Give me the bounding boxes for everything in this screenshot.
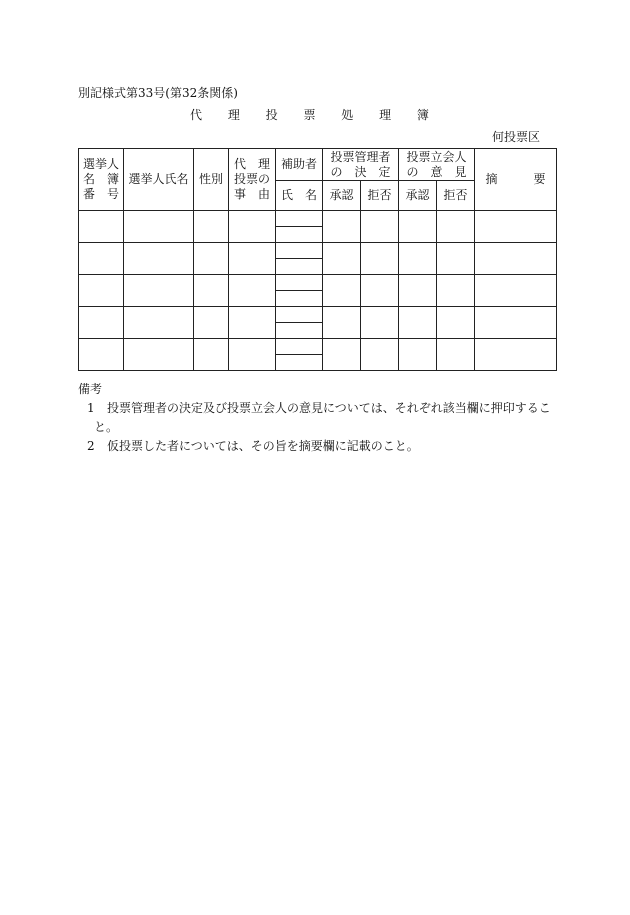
header-assistant: 補助者 <box>276 149 323 181</box>
cell-manager-approve[interactable] <box>323 307 361 339</box>
cell-voter-name[interactable] <box>124 307 194 339</box>
cell-voter-number[interactable] <box>79 339 124 371</box>
cell-remarks[interactable] <box>475 275 557 307</box>
cell-manager-refuse[interactable] <box>361 307 399 339</box>
cell-witness-approve[interactable] <box>399 339 437 371</box>
cell-witness-approve[interactable] <box>399 275 437 307</box>
note-number: 1 <box>87 401 95 415</box>
form-title: 代 理 投 票 処 理 簿 <box>190 108 440 122</box>
cell-gender[interactable] <box>194 243 229 275</box>
cell-gender[interactable] <box>194 339 229 371</box>
header-manager-refuse: 拒否 <box>361 181 399 211</box>
cell-manager-approve[interactable] <box>323 243 361 275</box>
cell-assistant-2[interactable] <box>276 323 323 339</box>
cell-reason[interactable] <box>229 243 276 275</box>
cell-manager-refuse[interactable] <box>361 243 399 275</box>
cell-remarks[interactable] <box>475 243 557 275</box>
note-item <box>78 399 558 418</box>
cell-voter-number[interactable] <box>79 275 124 307</box>
cell-witness-refuse[interactable] <box>437 211 475 243</box>
cell-assistant-1[interactable] <box>276 211 323 227</box>
cell-reason[interactable] <box>229 275 276 307</box>
cell-assistant-1[interactable] <box>276 275 323 291</box>
cell-reason[interactable] <box>229 211 276 243</box>
note-text: 仮投票した者については、その旨を摘要欄に記載のこと。 <box>107 439 419 453</box>
header-witness-refuse: 拒否 <box>437 181 475 211</box>
header-gender: 性別 <box>194 149 229 211</box>
cell-witness-approve[interactable] <box>399 243 437 275</box>
cell-voter-name[interactable] <box>124 339 194 371</box>
cell-gender[interactable] <box>194 275 229 307</box>
note-number: 2 <box>87 439 95 453</box>
cell-witness-refuse[interactable] <box>437 243 475 275</box>
note-item <box>78 437 558 456</box>
header-remarks: 摘 要 <box>475 149 557 211</box>
cell-witness-refuse[interactable] <box>437 339 475 371</box>
cell-manager-approve[interactable] <box>323 275 361 307</box>
note-continuation: と。 <box>94 420 119 434</box>
notes-section <box>78 380 558 456</box>
cell-reason[interactable] <box>229 339 276 371</box>
cell-voter-number[interactable] <box>79 307 124 339</box>
cell-reason[interactable] <box>229 307 276 339</box>
cell-gender[interactable] <box>194 307 229 339</box>
cell-remarks[interactable] <box>475 339 557 371</box>
cell-voter-name[interactable] <box>124 243 194 275</box>
cell-assistant-1[interactable] <box>276 243 323 259</box>
header-witness-approve: 承認 <box>399 181 437 211</box>
proxy-vote-ledger-table <box>78 148 557 371</box>
cell-voter-name[interactable] <box>124 275 194 307</box>
notes-heading: 備考 <box>78 382 103 396</box>
cell-voter-number[interactable] <box>79 211 124 243</box>
cell-remarks[interactable] <box>475 307 557 339</box>
cell-assistant-2[interactable] <box>276 355 323 371</box>
cell-voter-number[interactable] <box>79 243 124 275</box>
cell-voter-name[interactable] <box>124 211 194 243</box>
header-voter-name: 選挙人氏名 <box>124 149 194 211</box>
cell-gender[interactable] <box>194 211 229 243</box>
cell-remarks[interactable] <box>475 211 557 243</box>
note-text: 投票管理者の決定及び投票立会人の意見については、それぞれ該当欄に押印するこ <box>107 401 551 415</box>
cell-witness-refuse[interactable] <box>437 307 475 339</box>
cell-assistant-1[interactable] <box>276 307 323 323</box>
cell-witness-approve[interactable] <box>399 211 437 243</box>
form-number: 別記様式第33号(第32条関係) <box>78 86 238 100</box>
cell-manager-refuse[interactable] <box>361 211 399 243</box>
cell-assistant-2[interactable] <box>276 291 323 307</box>
header-proxy-reason: 代 理 投票の 事 由 <box>229 149 276 211</box>
header-assistant-name: 氏 名 <box>276 181 323 211</box>
header-voter-number: 選挙人 名 簿 番 号 <box>79 149 124 211</box>
cell-assistant-2[interactable] <box>276 227 323 243</box>
header-manager-approve: 承認 <box>323 181 361 211</box>
cell-assistant-2[interactable] <box>276 259 323 275</box>
header-manager-decision: 投票管理者 の 決 定 <box>323 149 399 181</box>
polling-district: 何投票区 <box>491 130 540 144</box>
cell-witness-refuse[interactable] <box>437 275 475 307</box>
cell-manager-approve[interactable] <box>323 211 361 243</box>
cell-witness-approve[interactable] <box>399 307 437 339</box>
cell-manager-refuse[interactable] <box>361 339 399 371</box>
cell-manager-approve[interactable] <box>323 339 361 371</box>
header-witness-opinion: 投票立会人 の 意 見 <box>399 149 475 181</box>
cell-assistant-1[interactable] <box>276 339 323 355</box>
cell-manager-refuse[interactable] <box>361 275 399 307</box>
